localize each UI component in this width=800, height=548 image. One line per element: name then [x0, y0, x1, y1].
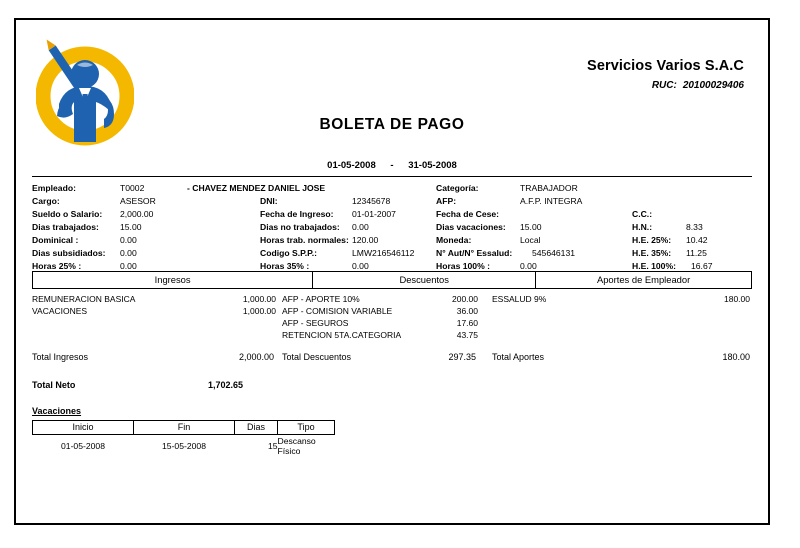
ingreso-desc: VACACIONES — [32, 306, 88, 316]
codigo-spp-label: Codigo S.P.P.: — [260, 248, 317, 258]
document-page — [14, 18, 770, 525]
aporte-amount: 180.00 — [724, 294, 750, 304]
dias-subsidiados-label: Dias subsidiados: — [32, 248, 106, 258]
page-title: BOLETA DE PAGO — [319, 116, 465, 133]
ingreso-amount: 1,000.00 — [242, 294, 276, 304]
dominical-value: 0.00 — [120, 235, 137, 245]
vacaciones-table — [32, 420, 335, 456]
vacaciones-cell-fin: 15-05-2008 — [162, 441, 206, 451]
dias-vacaciones-label: Dias vacaciones: — [436, 222, 506, 232]
descuento-amount: 36.00 — [456, 306, 478, 316]
he-100-label: H.E. 100%: — [632, 261, 676, 271]
vacaciones-header-fin: Fin — [134, 421, 235, 435]
afp-label: AFP: — [436, 196, 457, 206]
sueldo-value: 2,000.00 — [120, 209, 154, 219]
employee-info-block — [32, 183, 752, 271]
total-descuentos-label: Total Descuentos — [282, 352, 352, 362]
dni-value: 12345678 — [352, 196, 391, 206]
total-ingresos-label: Total Ingresos — [32, 352, 89, 362]
horas-35-label: Horas 35% : — [260, 261, 310, 271]
horas-normales-value: 120.00 — [352, 235, 379, 245]
total-descuentos-value: 297.35 — [448, 352, 476, 362]
company-ruc — [587, 80, 744, 91]
ingreso-amount: 1,000.00 — [242, 306, 276, 316]
descuento-amount: 200.00 — [452, 294, 478, 304]
descuento-desc: AFP - APORTE 10% — [282, 294, 360, 304]
descuento-desc: AFP - SEGUROS — [282, 318, 349, 328]
descuento-amount: 17.60 — [456, 318, 478, 328]
vacaciones-header-row — [33, 421, 335, 435]
he-35-value: 11.25 — [686, 248, 707, 258]
hn-value: 8.33 — [686, 222, 703, 232]
descuento-desc: AFP - COMISION VARIABLE — [282, 306, 393, 316]
horas-100-label: Horas 100% : — [436, 261, 490, 271]
moneda-value: Local — [520, 235, 541, 245]
vacaciones-header-dias: Dias — [235, 421, 278, 435]
categoria-value: TRABAJADOR — [520, 183, 578, 193]
ruc-label: RUC: — [651, 80, 677, 91]
dominical-label: Dominical : — [32, 235, 79, 245]
codigo-spp-value: LMW216546112 — [352, 248, 415, 258]
company-name: Servicios Varios S.A.C — [587, 58, 744, 74]
he-35-label: H.E. 35%: — [632, 248, 672, 258]
concept-header-row — [33, 272, 752, 289]
fecha-ingreso-label: Fecha de Ingreso: — [260, 209, 334, 219]
vacaciones-heading: Vacaciones — [32, 406, 82, 416]
dni-label: DNI: — [260, 196, 278, 206]
descuento-desc: RETENCION 5TA.CATEGORIA — [282, 330, 402, 340]
dias-no-trabajados-value: 0.00 — [352, 222, 369, 232]
horas-25-label: Horas 25% : — [32, 261, 82, 271]
vacaciones-cell-dias: 15 — [267, 441, 278, 451]
horas-100-value: 0.00 — [520, 261, 537, 271]
he-25-label: H.E. 25%: — [632, 235, 672, 245]
cc-label: C.C.: — [632, 209, 653, 219]
dias-subsidiados-value: 0.00 — [120, 248, 137, 258]
vacaciones-header-tipo: Tipo — [278, 421, 335, 435]
hn-label: H.N.: — [632, 222, 653, 232]
column-header-aportes: Aportes de Empleador — [536, 272, 752, 289]
period-separator: - — [390, 160, 394, 171]
dias-no-trabajados-label: Dias no trabajados: — [260, 222, 340, 232]
total-aportes-value: 180.00 — [722, 352, 750, 362]
header-divider — [32, 176, 752, 177]
pay-period — [32, 160, 752, 171]
totals-row — [32, 352, 752, 398]
vacaciones-cell-inicio: 01-05-2008 — [61, 441, 105, 451]
sueldo-label: Sueldo o Salario: — [32, 209, 103, 219]
aporte-desc: ESSALUD 9% — [492, 294, 547, 304]
dias-trabajados-label: Dias trabajados: — [32, 222, 99, 232]
period-end: 31-05-2008 — [408, 160, 457, 171]
table-row — [33, 435, 335, 457]
essalud-label: N° Aut/N° Essalud: — [436, 248, 513, 258]
he-100-value: 16.67 — [691, 261, 713, 271]
total-neto-value: 1,702.65 — [208, 380, 244, 390]
period-start: 01-05-2008 — [327, 160, 376, 171]
total-neto-label: Total Neto — [32, 380, 76, 390]
horas-35-value: 0.00 — [352, 261, 369, 271]
ingreso-desc: REMUNERACION BASICA — [32, 294, 136, 304]
dias-vacaciones-value: 15.00 — [520, 222, 542, 232]
total-aportes-label: Total Aportes — [492, 352, 545, 362]
column-header-descuentos: Descuentos — [313, 272, 536, 289]
moneda-label: Moneda: — [436, 235, 472, 245]
cargo-value: ASESOR — [120, 196, 156, 206]
fecha-ingreso-value: 01-01-2007 — [352, 209, 396, 219]
employee-name: - CHAVEZ MENDEZ DANIEL JOSE — [187, 183, 326, 193]
fecha-cese-label: Fecha de Cese: — [436, 209, 500, 219]
document-header — [32, 28, 752, 148]
ruc-value: 20100029406 — [682, 80, 744, 91]
dias-trabajados-value: 15.00 — [120, 222, 142, 232]
categoria-label: Categoría: — [436, 183, 479, 193]
cargo-label: Cargo: — [32, 196, 60, 206]
horas-25-value: 0.00 — [120, 261, 137, 271]
horas-normales-label: Horas trab. normales: — [260, 235, 349, 245]
concept-columns-header — [32, 271, 752, 289]
essalud-value: 545646131 — [532, 248, 576, 258]
concept-detail-area — [32, 292, 752, 350]
vacaciones-cell-tipo: Descanso Físico — [277, 436, 316, 456]
column-header-ingresos: Ingresos — [33, 272, 313, 289]
empleado-label: Empleado: — [32, 183, 76, 193]
he-25-value: 10.42 — [686, 235, 708, 245]
descuento-amount: 43.75 — [456, 330, 478, 340]
payslip-sheet — [16, 20, 768, 523]
afp-value: A.F.P. INTEGRA — [520, 196, 583, 206]
total-ingresos-value: 2,000.00 — [238, 352, 274, 362]
empleado-code: T0002 — [120, 183, 145, 193]
company-identity — [587, 58, 744, 91]
vacaciones-header-inicio: Inicio — [33, 421, 134, 435]
